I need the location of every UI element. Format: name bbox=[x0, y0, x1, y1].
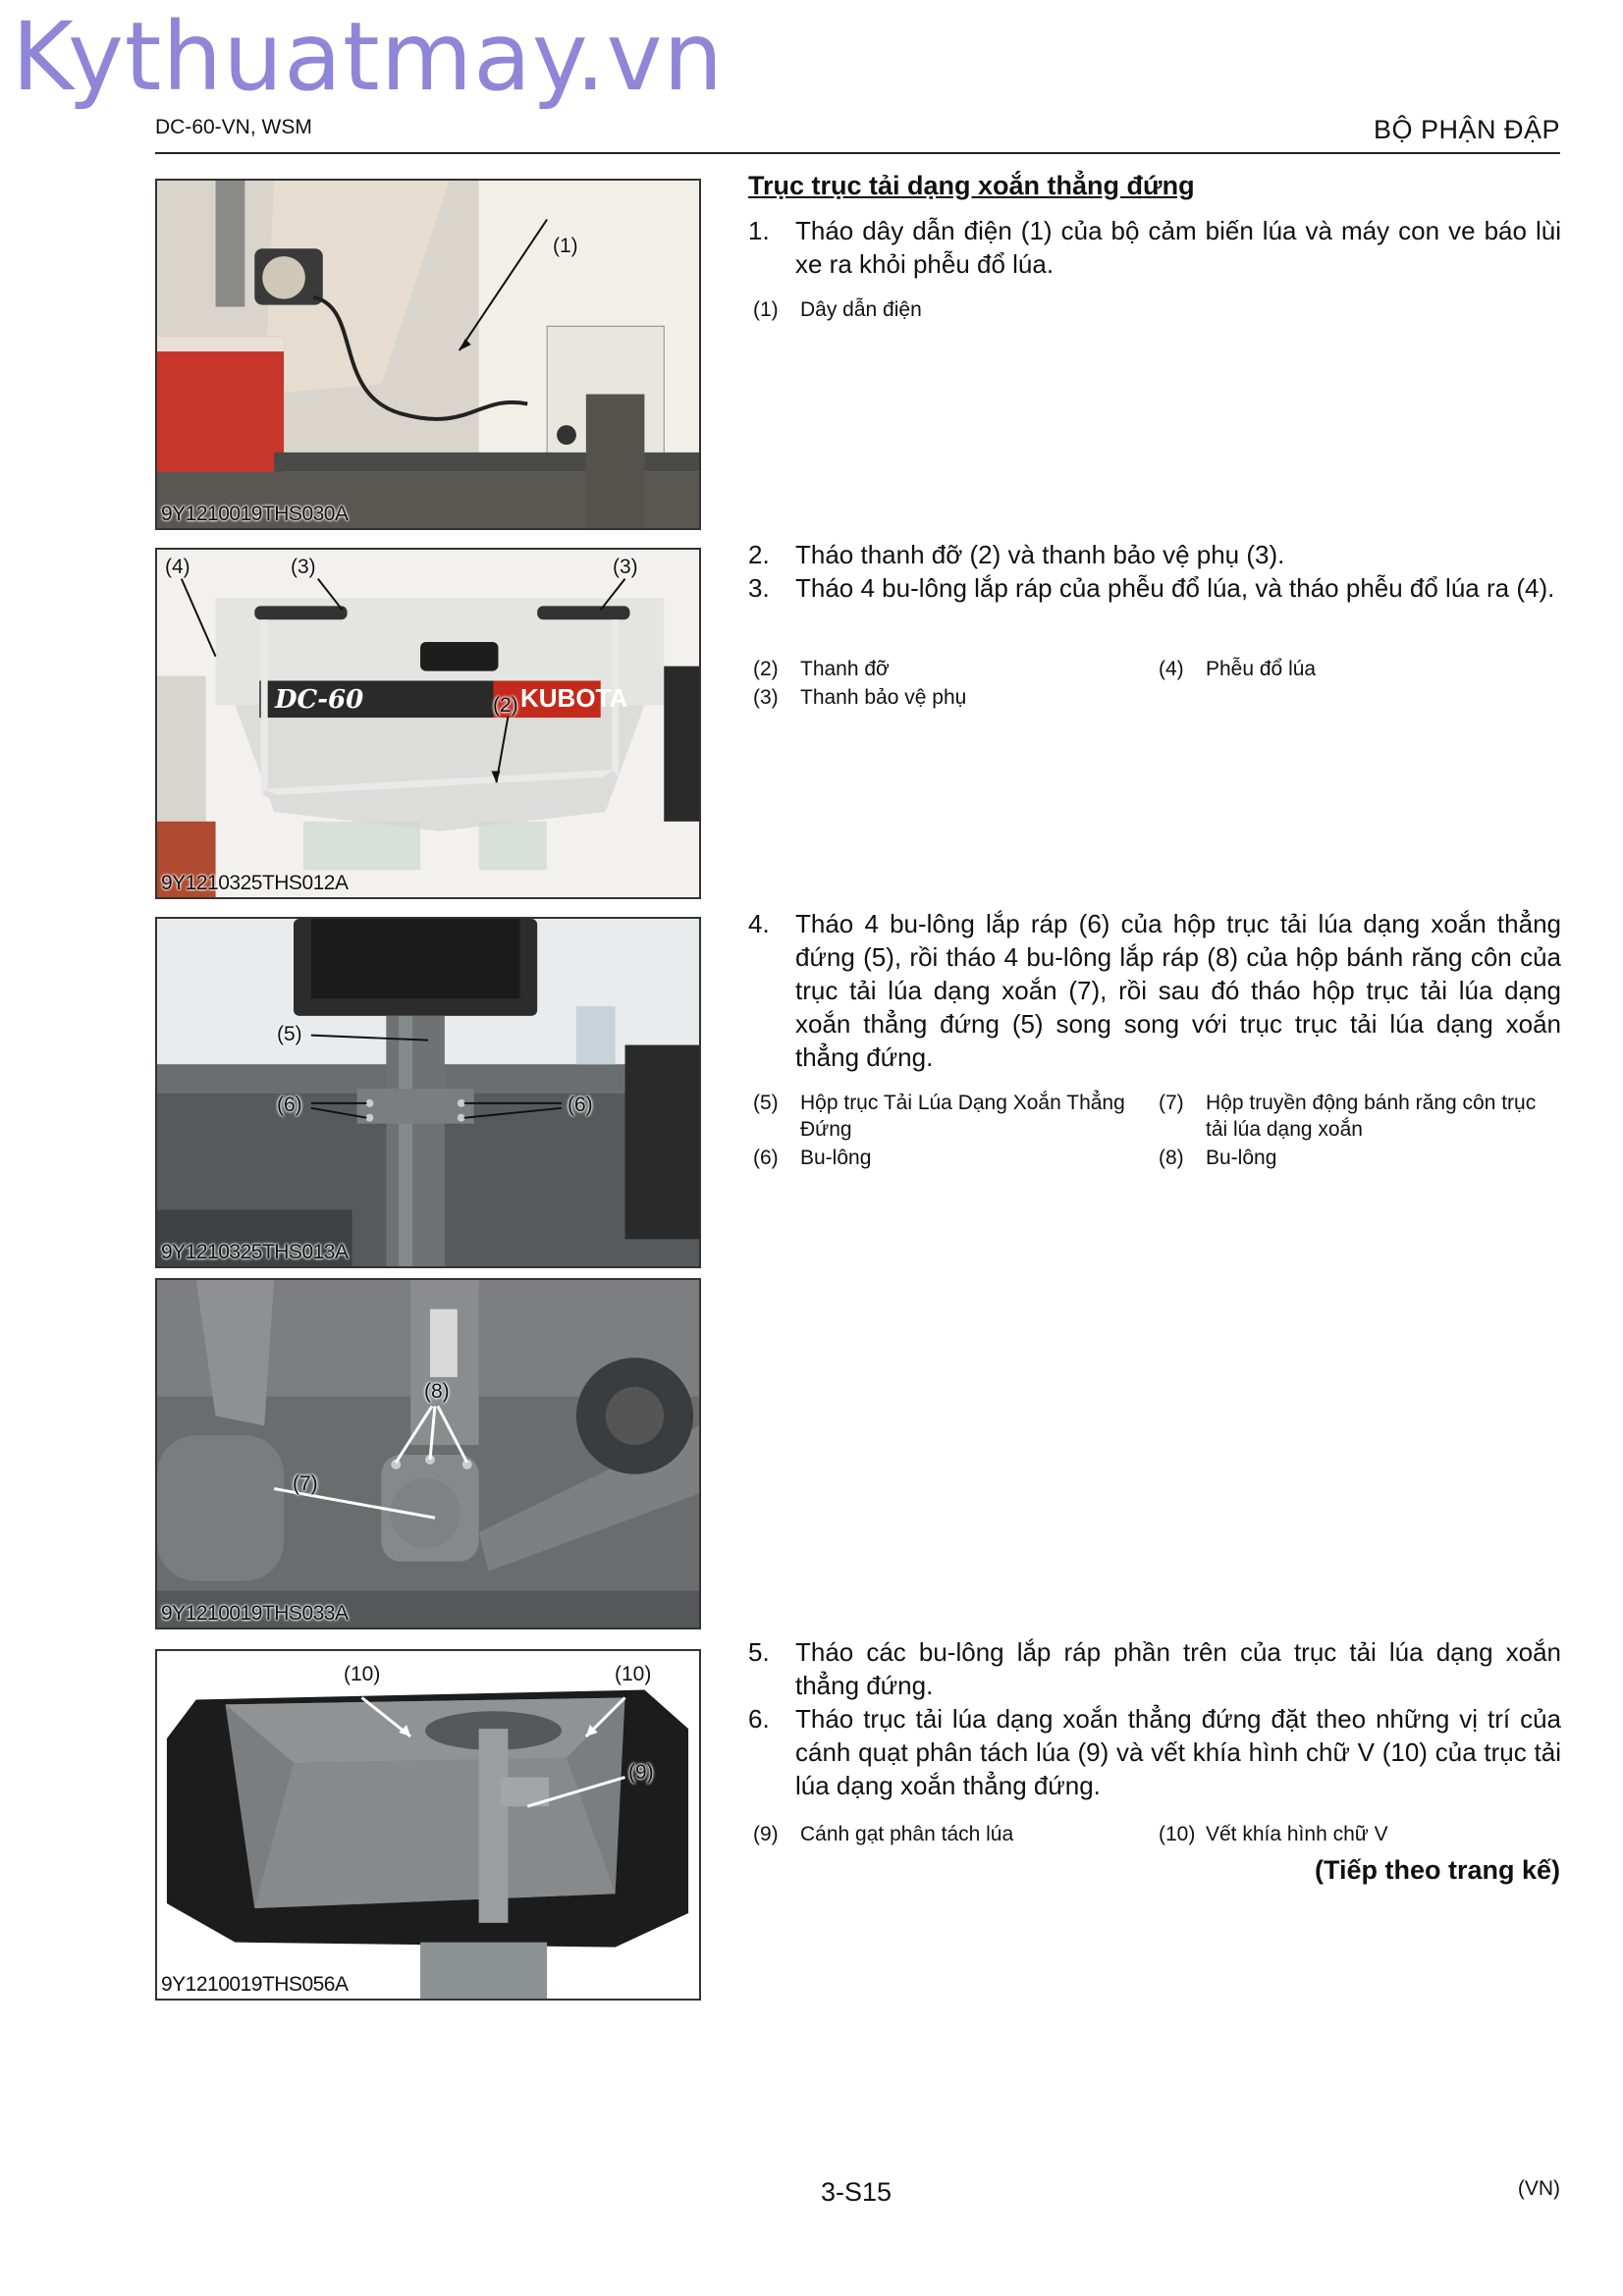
figure-2-code: 9Y1210325THS012A bbox=[161, 872, 349, 894]
step-text: Tháo thanh đỡ (2) và thanh bảo vệ phụ (3). bbox=[795, 540, 1285, 569]
header-model: DC-60-VN, WSM bbox=[155, 116, 312, 138]
language-code: (VN) bbox=[1517, 2177, 1560, 2200]
legend-number: (8) bbox=[1159, 1147, 1184, 1169]
legend-2 bbox=[753, 656, 1146, 682]
legend-3 bbox=[753, 684, 1146, 711]
legend-text: Thanh đỡ bbox=[800, 658, 890, 680]
figure-3-photo bbox=[155, 917, 701, 1268]
step-1 bbox=[748, 214, 1561, 281]
legend-text: Dây dẫn điện bbox=[800, 298, 922, 321]
step-number: 6. bbox=[748, 1704, 770, 1734]
watermark: Kythuatmay.vn bbox=[12, 2, 725, 112]
legend-text: Bu-lông bbox=[1206, 1147, 1277, 1169]
legend-number: (9) bbox=[753, 1823, 779, 1845]
callout-2: (2) bbox=[493, 694, 518, 717]
figure-1-code: 9Y1210019THS030A bbox=[161, 503, 349, 525]
figure-3-code: 9Y1210325THS013A bbox=[161, 1241, 349, 1263]
step-6 bbox=[748, 1702, 1561, 1802]
legend-4 bbox=[1159, 656, 1551, 682]
legend-text: Phễu đổ lúa bbox=[1206, 658, 1317, 680]
hopper-brand-label: KUBOTA bbox=[520, 683, 628, 713]
step-4 bbox=[748, 907, 1561, 1074]
callout-10-left: (10) bbox=[344, 1663, 381, 1685]
legend-text: Thanh bảo vệ phụ bbox=[800, 686, 967, 709]
legend-text: Hộp trục Tải Lúa Dạng Xoắn Thẳng Đứng bbox=[800, 1092, 1125, 1141]
callout-6-left: (6) bbox=[277, 1094, 302, 1116]
step-number: 5. bbox=[748, 1637, 770, 1667]
legend-number: (3) bbox=[753, 686, 779, 709]
callout-4: (4) bbox=[165, 556, 190, 578]
legend-text: Bu-lông bbox=[800, 1147, 872, 1169]
callout-10-right: (10) bbox=[615, 1663, 652, 1685]
step-number: 1. bbox=[748, 216, 770, 245]
legend-text: Vết khía hình chữ V bbox=[1206, 1823, 1388, 1845]
legend-10 bbox=[1159, 1821, 1551, 1847]
legend-number: (4) bbox=[1159, 658, 1184, 680]
callout-7: (7) bbox=[293, 1472, 318, 1495]
step-text: Tháo các bu-lông lắp ráp phần trên của trục tải lúa dạng xoắn thẳng đứng. bbox=[795, 1637, 1561, 1700]
step-text: Tháo dây dẫn điện (1) của bộ cảm biến lúa và máy con ve báo lùi xe ra khỏi phễu đổ lúa. bbox=[795, 216, 1561, 279]
legend-text: Cánh gạt phân tách lúa bbox=[800, 1823, 1014, 1845]
step-text: Tháo 4 bu-lông lắp ráp của phễu đổ lúa, và tháo phễu đổ lúa ra (4). bbox=[795, 573, 1555, 603]
step-5 bbox=[748, 1635, 1561, 1702]
section-title-text: Trục trục tải dạng xoắn thẳng đứng bbox=[748, 171, 1195, 200]
step-number: 2. bbox=[748, 540, 770, 569]
legend-number: (2) bbox=[753, 658, 779, 680]
header-section: BỘ PHẬN ĐẬP bbox=[1373, 115, 1560, 144]
figure-4-photo bbox=[155, 1278, 701, 1629]
callout-9: (9) bbox=[628, 1761, 654, 1784]
legend-number: (6) bbox=[753, 1147, 779, 1169]
callout-6-right: (6) bbox=[568, 1094, 593, 1116]
continued-note: (Tiếp theo trang kế) bbox=[1314, 1855, 1560, 1885]
figure-5-code: 9Y1210019THS056A bbox=[161, 1973, 349, 1996]
callout-3-left: (3) bbox=[291, 556, 316, 578]
figure-2-photo bbox=[155, 548, 701, 899]
step-3 bbox=[748, 571, 1561, 605]
hopper-model-label: DC-60 bbox=[275, 685, 364, 715]
legend-7 bbox=[1159, 1090, 1561, 1143]
figure-5-photo bbox=[155, 1649, 701, 2001]
legend-1 bbox=[753, 296, 1146, 323]
legend-text: Hộp truyền động bánh răng côn trục tải lúa dạng xoắn bbox=[1206, 1092, 1537, 1141]
section-title bbox=[748, 171, 1561, 201]
figure-1-photo bbox=[155, 179, 701, 530]
callout-1: (1) bbox=[553, 235, 578, 257]
legend-9 bbox=[753, 1821, 1146, 1847]
legend-8 bbox=[1159, 1145, 1561, 1171]
step-number: 3. bbox=[748, 573, 770, 603]
legend-5 bbox=[753, 1090, 1151, 1143]
legend-6 bbox=[753, 1145, 1151, 1171]
step-text: Tháo 4 bu-lông lắp ráp (6) của hộp trục tải lúa dạng xoắn thẳng đứng (5), rồi tháo 4 bu-lông lắp ráp (8) của hộp bánh răng côn của trục tải lúa dạng xoắn (7), rồi sau đó tháo hộp trục tải lúa dạng xoắn thẳng đứng (5) song song với trục trục tải lúa dạng xoắn thẳng đứng. bbox=[795, 909, 1561, 1072]
legend-number: (1) bbox=[753, 298, 779, 321]
step-number: 4. bbox=[748, 909, 770, 938]
legend-number: (5) bbox=[753, 1092, 779, 1114]
legend-number: (7) bbox=[1159, 1092, 1184, 1114]
callout-5: (5) bbox=[277, 1023, 302, 1045]
figure-4-code: 9Y1210019THS033A bbox=[161, 1602, 349, 1625]
legend-number: (10) bbox=[1159, 1823, 1196, 1845]
callout-8: (8) bbox=[424, 1380, 450, 1403]
callout-3-right: (3) bbox=[613, 556, 638, 578]
page-number: 3-S15 bbox=[821, 2177, 893, 2207]
header-divider bbox=[155, 152, 1560, 154]
step-text: Tháo trục tải lúa dạng xoắn thẳng đứng đặt theo những vị trí của cánh quạt phân tách lúa (9) và vết khía hình chữ V (10) của trục tải lúa dạng xoắn thẳng đứng. bbox=[795, 1704, 1561, 1800]
step-2 bbox=[748, 538, 1561, 571]
